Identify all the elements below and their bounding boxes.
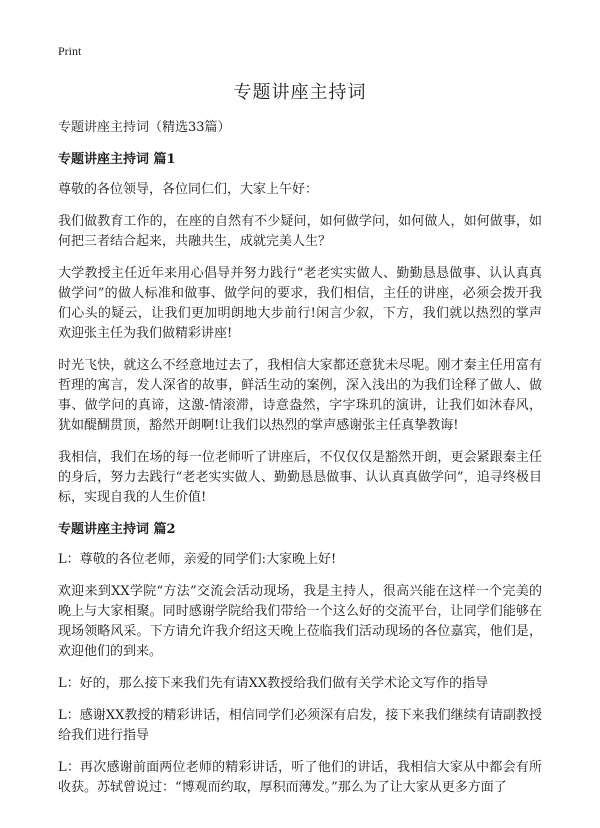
paragraph: 时光飞快，就这么不经意地过去了，我相信大家都还意犹未尽呢。刚才秦主任用富有哲理的寓言，发人深省的故事，鲜活生动的案例，深入浅出的为我们诠释了做人、做事、做学问的真谛，这激-情滚滞，诗意盎然，字字珠玑的演讲，让我们如沐春风，犹如醍醐贯顶，豁然开朗啊!让我们以热烈的掌声感谢张主任真挚教诲! bbox=[58, 358, 542, 433]
paragraph: L：好的，那么接下来我们先有请XX教授给我们做有关学术论文写作的指导 bbox=[58, 676, 489, 691]
paragraph: 我相信，我们在场的每一位老师听了讲座后，不仅仅仅是豁然开朗，更会紧跟秦主任的身后，努力去践行“老老实实做人、勤勤恳恳做事、认认真真做学问”，追寻终极目标，实现自我的人生价值! bbox=[58, 450, 542, 505]
paragraph: L：感谢XX教授的精彩讲话，相信同学们必须深有启发，接下来我们继续有请副教授给我们进行指导 bbox=[58, 708, 542, 743]
paragraph: 我们做教育工作的，在座的自然有不少疑问，如何做学问，如何做人，如何做事，如何把三者结合起来，共融共生，成就完美人生？ bbox=[58, 214, 542, 249]
paragraph: 尊敬的各位领导，各位同仁们，大家上午好： bbox=[58, 182, 319, 197]
paragraph: 欢迎来到XX学院“方法”交流会活动现场，我是主持人，很高兴能在这样一个完美的晚上与大家相聚。同时感谢学院给我们带给一个这么好的交流平台，让同学们能够在现场领略风采。下方请允许我介绍这天晚上莅临我们活动现场的各位嘉宾，他们是，欢迎他们的到来。 bbox=[58, 584, 542, 659]
paragraph: L：尊敬的各位老师，亲爱的同学们:大家晚上好! bbox=[58, 552, 337, 567]
paragraph: 大学教授主任近年来用心倡导并努力践行“老老实实做人、勤勤恳恳做事、认认真真做学问”的做人标准和做事、做学问的要求，我们相信，主任的讲座，必须会拨开我们心头的疑云，让我们更加明朗地大步前行!闲言少叙，下方，我们就以热烈的掌声欢迎张主任为我们做精彩讲座! bbox=[58, 266, 542, 341]
print-link[interactable]: Print bbox=[58, 44, 82, 58]
section-heading: 专题讲座主持词 篇2 bbox=[58, 522, 176, 537]
section-2 bbox=[58, 520, 542, 798]
document-body bbox=[58, 118, 542, 810]
paragraph: L：再次感谢前面两位老师的精彩讲话，听了他们的讲话，我相信大家从中都会有所收获。苏轼曾说过：“博观而约取，厚积而薄发。”那么为了让大家从更多方面了 bbox=[58, 760, 542, 795]
document-subtitle: 专题讲座主持词（精选33篇） bbox=[58, 120, 231, 135]
section-heading: 专题讲座主持词 篇1 bbox=[58, 152, 176, 167]
page-title: 专题讲座主持词 bbox=[233, 82, 367, 103]
section-1 bbox=[58, 150, 542, 508]
